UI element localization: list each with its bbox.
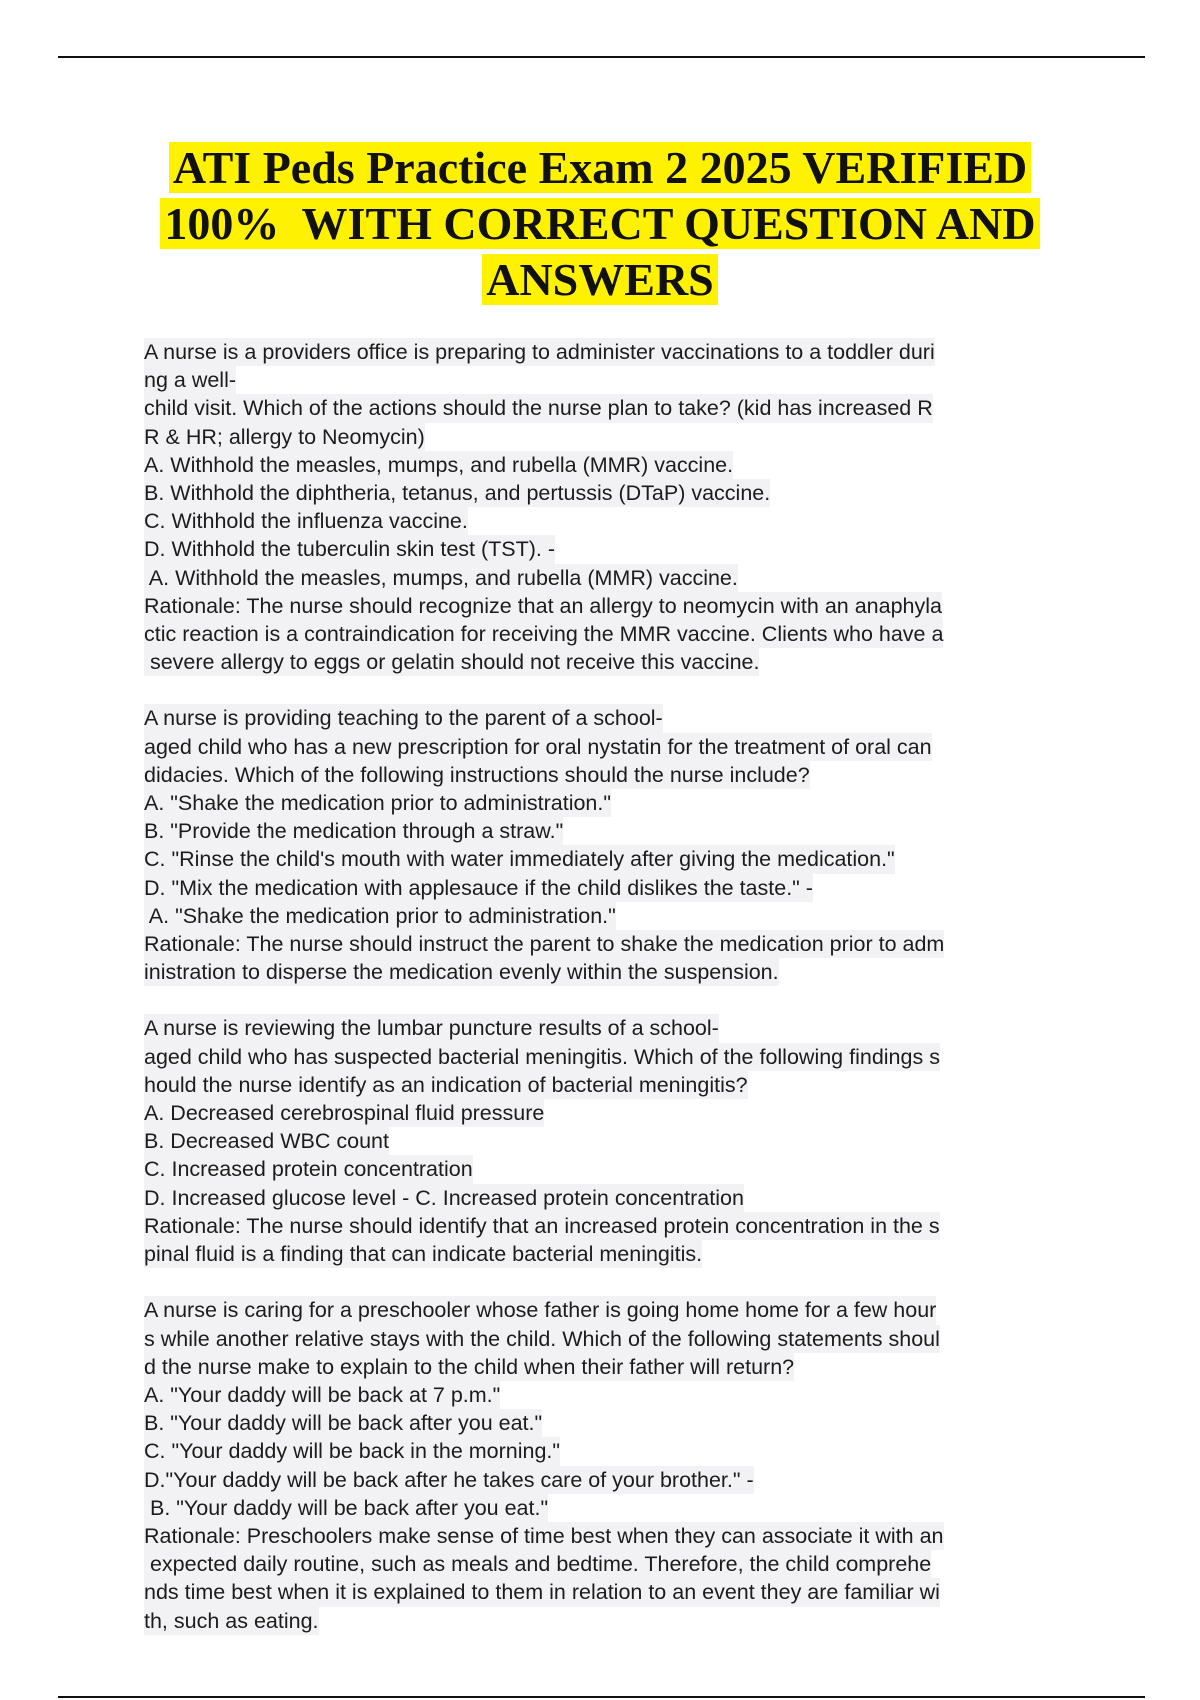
question-text-line: A. "Shake the medication prior to administration."	[144, 902, 616, 930]
question-text-line: A. Withhold the measles, mumps, and rubella (MMR) vaccine.	[144, 564, 738, 592]
question-text-line: A nurse is reviewing the lumbar puncture results of a school-	[144, 1014, 719, 1042]
document-title	[0, 140, 1200, 308]
question-text-line: Rationale: Preschoolers make sense of time best when they can associate it with an	[144, 1522, 944, 1550]
question-text-line: severe allergy to eggs or gelatin should not receive this vaccine.	[144, 648, 759, 676]
question-text-line: A. "Your daddy will be back at 7 p.m."	[144, 1381, 500, 1409]
title-line: ATI Peds Practice Exam 2 2025 VERIFIED	[0, 140, 1200, 196]
question-text-line: D. "Mix the medication with applesauce if the child dislikes the taste." -	[144, 874, 813, 902]
question-text-line: D. Increased glucose level - C. Increased protein concentration	[144, 1184, 744, 1212]
questions-body	[144, 338, 1064, 1663]
question-block	[144, 1014, 1064, 1268]
question-text-line: Rationale: The nurse should instruct the parent to shake the medication prior to adm	[144, 930, 944, 958]
question-text-line: A. Withhold the measles, mumps, and rubella (MMR) vaccine.	[144, 451, 733, 479]
question-text-line: B. Withhold the diphtheria, tetanus, and pertussis (DTaP) vaccine.	[144, 479, 770, 507]
question-text-line: C. "Your daddy will be back in the morning."	[144, 1437, 560, 1465]
question-text-line: Rationale: The nurse should recognize that an allergy to neomycin with an anaphyla	[144, 592, 942, 620]
question-text-line: Rationale: The nurse should identify that an increased protein concentration in the s	[144, 1212, 940, 1240]
question-text-line: expected daily routine, such as meals and bedtime. Therefore, the child comprehe	[144, 1550, 931, 1578]
question-text-line: didacies. Which of the following instructions should the nurse include?	[144, 761, 810, 789]
question-block	[144, 704, 1064, 986]
question-text-line: aged child who has a new prescription for oral nystatin for the treatment of oral can	[144, 733, 932, 761]
title-line: 100% WITH CORRECT QUESTION AND	[0, 196, 1200, 252]
question-text-line: A nurse is a providers office is preparing to administer vaccinations to a toddler duri	[144, 338, 935, 366]
question-block	[144, 1296, 1064, 1634]
question-text-line: th, such as eating.	[144, 1607, 319, 1635]
question-text-line: B. Decreased WBC count	[144, 1127, 389, 1155]
question-text-line: B. "Your daddy will be back after you eat."	[144, 1494, 548, 1522]
question-text-line: A nurse is providing teaching to the parent of a school-	[144, 704, 663, 732]
question-text-line: nds time best when it is explained to them in relation to an event they are familiar wi	[144, 1578, 940, 1606]
title-line: ANSWERS	[0, 252, 1200, 308]
question-text-line: ctic reaction is a contraindication for receiving the MMR vaccine. Clients who have a	[144, 620, 943, 648]
question-text-line: C. Withhold the influenza vaccine.	[144, 507, 468, 535]
question-text-line: ng a well-	[144, 366, 236, 394]
question-text-line: s while another relative stays with the child. Which of the following statements shoul	[144, 1325, 940, 1353]
question-text-line: d the nurse make to explain to the child when their father will return?	[144, 1353, 794, 1381]
question-text-line: B. "Your daddy will be back after you eat."	[144, 1409, 542, 1437]
question-text-line: hould the nurse identify as an indication of bacterial meningitis?	[144, 1071, 748, 1099]
question-text-line: pinal fluid is a finding that can indicate bacterial meningitis.	[144, 1240, 702, 1268]
question-text-line: B. "Provide the medication through a straw."	[144, 817, 563, 845]
question-text-line: A nurse is caring for a preschooler whose father is going home home for a few hour	[144, 1296, 936, 1324]
question-text-line: A. "Shake the medication prior to administration."	[144, 789, 611, 817]
question-text-line: child visit. Which of the actions should the nurse plan to take? (kid has increased R	[144, 394, 933, 422]
question-text-line: C. Increased protein concentration	[144, 1155, 473, 1183]
bottom-rule	[58, 1696, 1145, 1698]
question-text-line: aged child who has suspected bacterial meningitis. Which of the following findings s	[144, 1043, 940, 1071]
question-text-line: C. "Rinse the child's mouth with water immediately after giving the medication."	[144, 845, 895, 873]
question-text-line: D."Your daddy will be back after he takes care of your brother." -	[144, 1466, 754, 1494]
question-text-line: R & HR; allergy to Neomycin)	[144, 423, 425, 451]
question-block	[144, 338, 1064, 676]
top-rule	[58, 56, 1145, 58]
question-text-line: D. Withhold the tuberculin skin test (TST). -	[144, 535, 555, 563]
question-text-line: inistration to disperse the medication evenly within the suspension.	[144, 958, 779, 986]
question-text-line: A. Decreased cerebrospinal fluid pressure	[144, 1099, 544, 1127]
